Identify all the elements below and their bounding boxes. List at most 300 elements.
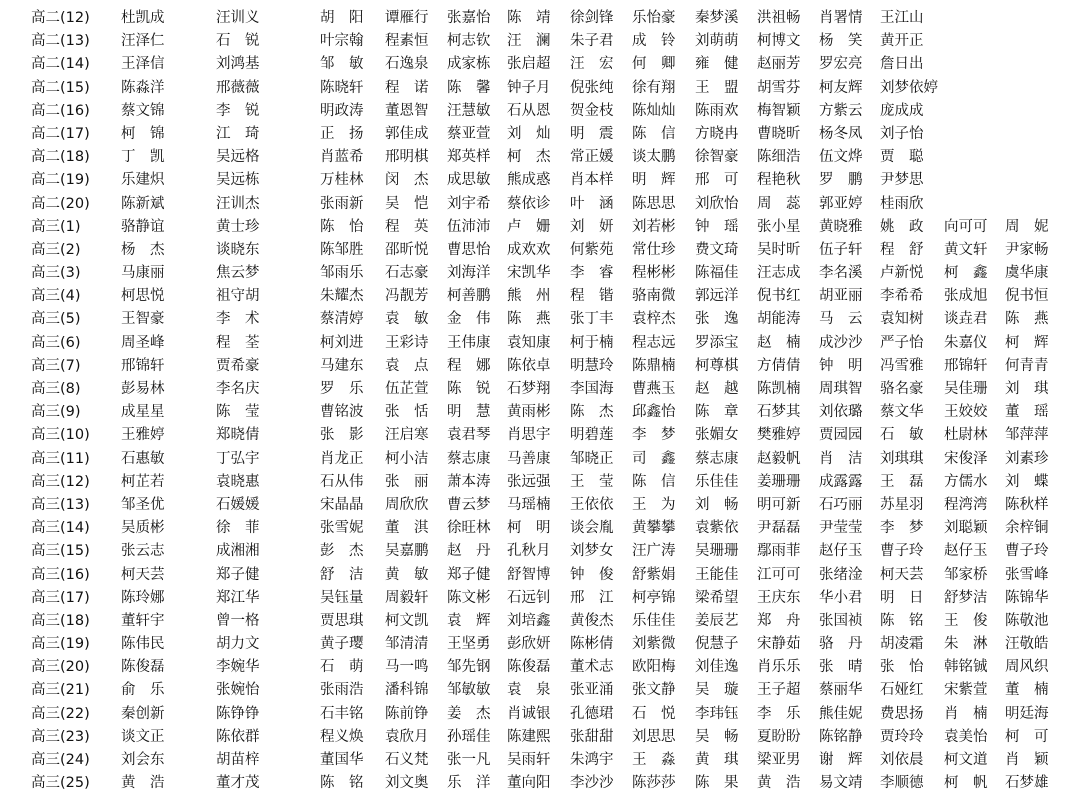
class-name: 高三(11)	[31, 450, 90, 467]
member-name: 赵毅帆	[757, 450, 801, 467]
member-name: 刘 蝶	[1005, 473, 1049, 490]
member-name: 赵丽芳	[757, 56, 801, 73]
member-name: 雍 健	[695, 56, 739, 73]
class-name: 高三(22)	[31, 705, 90, 722]
member-name: 汪志成	[757, 265, 801, 282]
member-name: 陈 馨	[447, 79, 491, 96]
member-name: 成 铃	[632, 33, 676, 50]
member-name: 黄雨彬	[507, 404, 551, 421]
member-name: 孔德珺	[570, 705, 614, 722]
member-name: 张雪峰	[1005, 566, 1049, 583]
member-name: 谭雁行	[385, 10, 429, 26]
member-name: 石远钊	[507, 589, 551, 606]
member-name: 胡能涛	[757, 311, 801, 328]
member-name: 邢明棋	[385, 149, 429, 166]
tutor-name: 黄 浩	[121, 775, 165, 792]
member-name: 程 锴	[570, 288, 614, 305]
member-name: 伍沛沛	[447, 218, 491, 235]
member-name: 柯博文	[757, 33, 801, 50]
roster-row	[0, 749, 1080, 772]
member-name: 汪 宏	[570, 56, 614, 73]
leader-name: 谈晓东	[216, 241, 260, 258]
member-name: 汪 澜	[507, 33, 551, 50]
member-name: 吴雨轩	[507, 752, 551, 768]
member-name: 谈垚君	[944, 311, 988, 328]
member-name: 明 慧	[447, 404, 491, 421]
member-name: 李玮钰	[695, 705, 739, 722]
member-name: 梁希望	[695, 589, 739, 606]
member-name: 罗宏亮	[819, 56, 863, 73]
member-name: 骆南微	[632, 288, 676, 305]
member-name: 万桂林	[320, 172, 364, 189]
member-name: 钟子月	[507, 79, 551, 96]
member-name: 郭佳成	[385, 125, 429, 142]
member-name: 方倩倩	[757, 357, 801, 374]
member-name: 正 扬	[320, 125, 364, 142]
member-name: 陈敬池	[1005, 612, 1049, 629]
leader-name: 胡力文	[216, 636, 260, 653]
member-name: 赵 丹	[447, 543, 491, 560]
member-name: 曹晓昕	[757, 125, 801, 142]
member-name: 石从恩	[507, 102, 551, 119]
member-name: 刘若彬	[632, 218, 676, 235]
class-name: 高二(16)	[31, 102, 90, 119]
tutor-name: 王智豪	[121, 311, 165, 328]
member-name: 钟 明	[819, 357, 863, 374]
member-name: 王 莹	[570, 473, 614, 490]
tutor-name: 陈玲娜	[121, 589, 165, 606]
member-name: 刘文奥	[385, 775, 429, 792]
member-name: 方紫云	[819, 102, 863, 119]
tutor-name: 陈伟民	[121, 636, 165, 653]
member-name: 陈思思	[632, 195, 676, 212]
member-name: 姜 杰	[447, 705, 491, 722]
leader-name: 江 琦	[216, 125, 260, 142]
member-name: 孔秋月	[507, 543, 551, 560]
member-name: 贺金枝	[570, 102, 614, 119]
leader-name: 李 锐	[216, 102, 260, 119]
member-name: 华小君	[819, 589, 863, 606]
member-name: 徐剑锋	[570, 10, 614, 26]
tutor-name: 王泽信	[121, 56, 165, 73]
member-name: 叶宗翰	[320, 33, 364, 50]
member-name: 柯 鑫	[944, 265, 988, 282]
member-name: 石梦其	[757, 404, 801, 421]
member-name: 伍文烨	[819, 149, 863, 166]
member-name: 常正媛	[570, 149, 614, 166]
member-name: 董恩智	[385, 102, 429, 119]
member-name: 石娅红	[880, 682, 924, 699]
member-name: 宋晶晶	[320, 496, 364, 513]
member-name: 曹子玲	[1005, 543, 1049, 560]
member-name: 谢 辉	[819, 752, 863, 768]
member-name: 王 为	[632, 496, 676, 513]
member-name: 杜尉林	[944, 427, 988, 444]
member-name: 肖龙正	[320, 450, 364, 467]
member-name: 袁知康	[507, 334, 551, 351]
tutor-name: 成星星	[121, 404, 165, 421]
member-name: 张亚涌	[570, 682, 614, 699]
tutor-name: 彭易林	[121, 381, 165, 397]
member-name: 张一凡	[447, 752, 491, 768]
member-name: 宋俊泽	[944, 450, 988, 467]
member-name: 张甜甜	[570, 728, 614, 745]
member-name: 柯 辉	[1005, 334, 1049, 351]
member-name: 尹莹莹	[819, 520, 863, 537]
member-name: 司 鑫	[632, 450, 676, 467]
member-name: 孙瑶佳	[447, 728, 491, 745]
member-name: 罗 鹏	[819, 172, 863, 189]
member-name: 石丰铭	[320, 705, 364, 722]
roster-row	[0, 146, 1080, 169]
member-name: 钟 俊	[570, 566, 614, 583]
member-name: 王庆东	[757, 589, 801, 606]
leader-name: 陈依群	[216, 728, 260, 745]
member-name: 肖本样	[570, 172, 614, 189]
member-name: 王江山	[880, 10, 924, 26]
member-name: 张 怡	[880, 659, 924, 676]
class-name: 高二(12)	[31, 10, 90, 26]
member-name: 石从伟	[320, 473, 364, 490]
member-name: 虞华康	[1005, 265, 1049, 282]
tutor-name: 柯芷若	[121, 473, 165, 490]
member-name: 程 娜	[447, 357, 491, 374]
class-name: 高三(12)	[31, 473, 90, 490]
member-name: 周毅轩	[385, 589, 429, 606]
member-name: 陈俊磊	[507, 659, 551, 676]
member-name: 刘培鑫	[507, 612, 551, 629]
member-name: 董 淇	[385, 520, 429, 537]
member-name: 刘素珍	[1005, 450, 1049, 467]
member-name: 陈前铮	[385, 705, 429, 722]
class-name: 高三(20)	[31, 659, 90, 676]
member-name: 石逸泉	[385, 56, 429, 73]
member-name: 程义焕	[320, 728, 364, 745]
member-name: 王彩诗	[385, 334, 429, 351]
member-name: 张启超	[507, 56, 551, 73]
member-name: 刘梦依婷	[880, 79, 938, 96]
member-name: 向可可	[944, 218, 988, 235]
leader-name: 郑子健	[216, 566, 260, 583]
member-name: 舒梦洁	[944, 589, 988, 606]
member-name: 姜珊珊	[757, 473, 801, 490]
member-name: 倪书红	[757, 288, 801, 305]
member-name: 赵仔玉	[819, 543, 863, 560]
member-name: 余梓铜	[1005, 520, 1049, 537]
member-name: 赵 越	[695, 381, 739, 397]
member-name: 柯志钦	[447, 33, 491, 50]
member-name: 邹 敏	[320, 56, 364, 73]
member-name: 方儒水	[944, 473, 988, 490]
member-name: 黄 浩	[757, 775, 801, 792]
member-name: 陈 怡	[320, 218, 364, 235]
member-name: 倪慧子	[695, 636, 739, 653]
member-name: 冯靓芳	[385, 288, 429, 305]
leader-name: 汪训义	[216, 10, 260, 26]
member-name: 苏星羽	[880, 496, 924, 513]
member-name: 胡雪芬	[757, 79, 801, 96]
member-name: 张嘉怡	[447, 10, 491, 26]
member-name: 舒智博	[507, 566, 551, 583]
class-name: 高三(14)	[31, 520, 90, 537]
member-name: 卢 姗	[507, 218, 551, 235]
member-name: 陈邹胜	[320, 241, 364, 258]
roster-row	[0, 308, 1080, 331]
member-name: 萧本涛	[447, 473, 491, 490]
member-name: 彭 杰	[320, 543, 364, 560]
member-name: 黄 敏	[385, 566, 429, 583]
member-name: 董 瑶	[1005, 404, 1049, 421]
member-name: 成沙沙	[819, 334, 863, 351]
member-name: 欧阳梅	[632, 659, 676, 676]
member-name: 刘 灿	[507, 125, 551, 142]
member-name: 袁紫依	[695, 520, 739, 537]
member-name: 曹铭波	[320, 404, 364, 421]
member-name: 庞成成	[880, 102, 924, 119]
member-name: 汪启寒	[385, 427, 429, 444]
member-name: 马一鸣	[385, 659, 429, 676]
member-name: 舒紫娟	[632, 566, 676, 583]
member-name: 汪慧敏	[447, 102, 491, 119]
member-name: 蔡清婷	[320, 311, 364, 328]
member-name: 吴时昕	[757, 241, 801, 258]
member-name: 袁 辉	[447, 612, 491, 629]
class-name: 高三(3)	[31, 265, 81, 282]
member-name: 董国华	[320, 752, 364, 768]
member-name: 袁 敏	[385, 311, 429, 328]
leader-name: 贾希豪	[216, 357, 260, 374]
member-name: 程艳秋	[757, 172, 801, 189]
class-name: 高三(23)	[31, 728, 90, 745]
leader-name: 黄士珍	[216, 218, 260, 235]
member-name: 李 乐	[757, 705, 801, 722]
member-name: 金 伟	[447, 311, 491, 328]
member-name: 骆 丹	[819, 636, 863, 653]
class-name: 高三(16)	[31, 566, 90, 583]
roster-row	[0, 53, 1080, 76]
class-name: 高三(9)	[31, 404, 81, 421]
leader-name: 吴远格	[216, 149, 260, 166]
member-name: 赵仔玉	[944, 543, 988, 560]
member-name: 梅智颖	[757, 102, 801, 119]
member-name: 卢新悦	[880, 265, 924, 282]
member-name: 贾 聪	[880, 149, 924, 166]
member-name: 成家栋	[447, 56, 491, 73]
tutor-name: 杜凯成	[121, 10, 165, 26]
leader-name: 成湘湘	[216, 543, 260, 560]
member-name: 秦梦溪	[695, 10, 739, 26]
class-name: 高三(7)	[31, 357, 81, 374]
tutor-name: 王雅婷	[121, 427, 165, 444]
tutor-name: 丁 凯	[121, 149, 165, 166]
member-name: 黄 琪	[695, 752, 739, 768]
member-name: 邢 可	[695, 172, 739, 189]
tutor-name: 邢锦轩	[121, 357, 165, 374]
roster-row	[0, 656, 1080, 679]
tutor-name: 柯天芸	[121, 566, 165, 583]
member-name: 王子超	[757, 682, 801, 699]
member-name: 詹日出	[880, 56, 924, 73]
member-name: 郭亚婷	[819, 195, 863, 212]
member-name: 张 逸	[695, 311, 739, 328]
member-name: 樊雅婷	[757, 427, 801, 444]
member-name: 陈 锐	[447, 381, 491, 397]
member-name: 乐佳佳	[632, 612, 676, 629]
member-name: 柯天芸	[880, 566, 924, 583]
member-name: 吴珊珊	[695, 543, 739, 560]
member-name: 乐怡豪	[632, 10, 676, 26]
roster-row	[0, 123, 1080, 146]
member-name: 程湾湾	[944, 496, 988, 513]
member-name: 陈 信	[632, 125, 676, 142]
member-name: 成思敏	[447, 172, 491, 189]
member-name: 蔡依诊	[507, 195, 551, 212]
member-name: 郑 舟	[757, 612, 801, 629]
member-name: 曹子玲	[880, 543, 924, 560]
member-name: 张 丽	[385, 473, 429, 490]
member-name: 张媚女	[695, 427, 739, 444]
member-name: 张成旭	[944, 288, 988, 305]
member-name: 邱鑫怡	[632, 404, 676, 421]
member-name: 成露露	[819, 473, 863, 490]
member-name: 陈 杰	[570, 404, 614, 421]
tutor-name: 张云志	[121, 543, 165, 560]
member-name: 陈雨欢	[695, 102, 739, 119]
member-name: 吴嘉鹏	[385, 543, 429, 560]
member-name: 何 卿	[632, 56, 676, 73]
member-name: 马建东	[320, 357, 364, 374]
member-name: 王 磊	[880, 473, 924, 490]
leader-name: 丁弘宇	[216, 450, 260, 467]
member-name: 马瑶楠	[507, 496, 551, 513]
member-name: 李希希	[880, 288, 924, 305]
member-name: 费思扬	[880, 705, 924, 722]
member-name: 柯 明	[507, 520, 551, 537]
class-name: 高三(24)	[31, 752, 90, 768]
member-name: 邵昕悦	[385, 241, 429, 258]
leader-name: 陈铮铮	[216, 705, 260, 722]
member-name: 钟 瑶	[695, 218, 739, 235]
class-name: 高三(13)	[31, 496, 90, 513]
member-name: 明 震	[570, 125, 614, 142]
member-name: 石巧丽	[819, 496, 863, 513]
roster-row	[0, 262, 1080, 285]
member-name: 吴 畅	[695, 728, 739, 745]
member-name: 宋紫萱	[944, 682, 988, 699]
member-name: 吴佳珊	[944, 381, 988, 397]
member-name: 朱鸿宇	[570, 752, 614, 768]
member-name: 陈 铭	[880, 612, 924, 629]
roster-row	[0, 169, 1080, 192]
member-name: 刘欣怡	[695, 195, 739, 212]
member-name: 陈细浩	[757, 149, 801, 166]
class-name: 高三(15)	[31, 543, 90, 560]
tutor-name: 陈新斌	[121, 195, 165, 212]
member-name: 陈 燕	[1005, 311, 1049, 328]
member-name: 赵 楠	[757, 334, 801, 351]
roster-row	[0, 285, 1080, 308]
member-name: 蔡亚萱	[447, 125, 491, 142]
member-name: 王伟康	[447, 334, 491, 351]
member-name: 柯 帆	[944, 775, 988, 792]
roster-row	[0, 448, 1080, 471]
member-name: 张 恬	[385, 404, 429, 421]
tutor-name: 杨 杰	[121, 241, 165, 258]
member-name: 朱子君	[570, 33, 614, 50]
member-name: 陈依卓	[507, 357, 551, 374]
roster-row	[0, 703, 1080, 726]
member-name: 肖署情	[819, 10, 863, 26]
member-name: 张雨新	[320, 195, 364, 212]
member-name: 石梦雄	[1005, 775, 1049, 792]
member-name: 曹思怡	[447, 241, 491, 258]
member-name: 郑子健	[447, 566, 491, 583]
member-name: 肖思宇	[507, 427, 551, 444]
tutor-name: 刘会东	[121, 752, 165, 768]
member-name: 袁君琴	[447, 427, 491, 444]
roster-row	[0, 772, 1080, 795]
member-name: 舒 洁	[320, 566, 364, 583]
member-name: 陈鼎楠	[632, 357, 676, 374]
leader-name: 董才茂	[216, 775, 260, 792]
member-name: 常仕珍	[632, 241, 676, 258]
member-name: 李国海	[570, 381, 614, 397]
member-name: 刘 琪	[1005, 381, 1049, 397]
tutor-name: 石惠敏	[121, 450, 165, 467]
tutor-name: 陈淼洋	[121, 79, 165, 96]
member-name: 石 敏	[880, 427, 924, 444]
class-name: 高二(18)	[31, 149, 90, 166]
class-name: 高二(15)	[31, 79, 90, 96]
member-name: 贾玲玲	[880, 728, 924, 745]
member-name: 何青青	[1005, 357, 1049, 374]
tutor-name: 周圣峰	[121, 334, 165, 351]
leader-name: 袁晓惠	[216, 473, 260, 490]
member-name: 贾园园	[819, 427, 863, 444]
member-name: 王坚勇	[447, 636, 491, 653]
member-name: 张文静	[632, 682, 676, 699]
member-name: 谈太鹏	[632, 149, 676, 166]
leader-name: 刘鸿基	[216, 56, 260, 73]
leader-name: 徐 菲	[216, 520, 260, 537]
member-name: 黄晓雅	[819, 218, 863, 235]
member-name: 罗添宝	[695, 334, 739, 351]
roster-row	[0, 401, 1080, 424]
member-name: 黄开正	[880, 33, 924, 50]
member-name: 周琪智	[819, 381, 863, 397]
leader-name: 曾一格	[216, 612, 260, 629]
member-name: 刘聪颖	[944, 520, 988, 537]
class-name: 高三(8)	[31, 381, 81, 397]
roster-row	[0, 355, 1080, 378]
member-name: 熊成惑	[507, 172, 551, 189]
tutor-name: 乐建炽	[121, 172, 165, 189]
leader-name: 邢薇薇	[216, 79, 260, 96]
member-name: 郑英样	[447, 149, 491, 166]
roster-row	[0, 332, 1080, 355]
class-name: 高三(1)	[31, 218, 81, 235]
roster-row	[0, 100, 1080, 123]
member-name: 明廷海	[1005, 705, 1049, 722]
member-name: 邹家桥	[944, 566, 988, 583]
class-name: 高三(25)	[31, 775, 90, 792]
member-name: 刘海洋	[447, 265, 491, 282]
member-name: 梁亚男	[757, 752, 801, 768]
class-name: 高三(10)	[31, 427, 90, 444]
member-name: 董 楠	[1005, 682, 1049, 699]
tutor-name: 柯 锦	[121, 125, 165, 142]
roster-row	[0, 517, 1080, 540]
